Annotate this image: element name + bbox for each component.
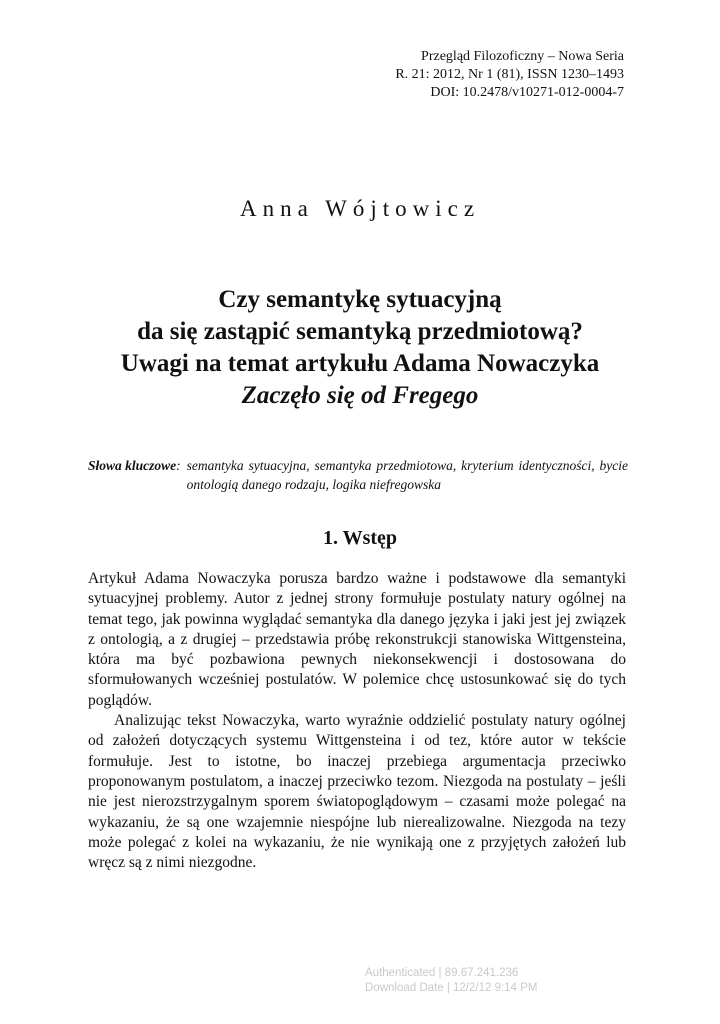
body-text xyxy=(88,569,626,873)
paragraph: Analizując tekst Nowaczyka, warto wyraźnie oddzielić postulaty natury ogólnej od założeń dotyczących systemu Wittgensteina i od tez, które autor w tekście formułuje. Jest to istotne, bo inaczej przebiega argumentacja przeciwko proponowanym postulatom, a inaczej przeciwko tezom. Niezgoda na postulaty – jeśli nie jest nierozstrzygalnym sporem światopoglądowym – czasami może polegać na wykazaniu, że są one wzajemnie niespójne lub nierealizowalne. Niezgoda na tezy może polegać z kolei na wykazaniu, że nie wynikają one z przyjętych założeń lub wręcz są z nimi niezgodne. xyxy=(88,712,626,872)
journal-issue: R. 21: 2012, Nr 1 (81), ISSN 1230–1493 xyxy=(395,67,624,82)
author-name: Anna Wójtowicz xyxy=(239,196,481,221)
keywords-label xyxy=(88,456,187,494)
keywords-colon: : xyxy=(176,458,181,473)
keywords-label-text: Słowa kluczowe xyxy=(88,458,177,473)
keywords xyxy=(88,456,628,494)
journal-doi: DOI: 10.2478/v10271-012-0004-7 xyxy=(430,85,624,100)
section-heading: 1. Wstęp xyxy=(322,527,398,549)
keywords-text: semantyka sytuacyjna, semantyka przedmiotowa, kryterium identyczności, bycie ontologią danego rodzaju, logika niefregowska xyxy=(186,458,628,492)
article-title xyxy=(60,284,660,412)
watermark-line-1: Authenticated | 89.67.241.236 xyxy=(365,967,519,979)
watermark-line-2: Download Date | 12/2/12 9:14 PM xyxy=(365,982,538,994)
title-line-1: Czy semantykę sytuacyjną xyxy=(218,286,502,313)
title-line-2: da się zastąpić semantyką przedmiotową? xyxy=(137,318,583,345)
paragraph: Artykuł Adama Nowaczyka porusza bardzo ważne i podstawowe dla semantyki sytuacyjnej problemy. Autor z jednej strony formułuje postulaty natury ogólnej na temat tego, jak powinna wyglądać semantyka dla danego języka i jaki jest jej związek z ontologią, a z drugiej – przedstawia próbę rekonstrukcji stanowiska Wittgensteina, która ma być pozbawiona pewnych niekonsekwencji i dostosowana do sformułowanych wcześniej postulatów. W polemice chcę ustosunkować się do tych poglądów. xyxy=(88,570,626,709)
journal-name: Przegląd Filozoficzny – Nowa Seria xyxy=(421,49,624,64)
journal-header xyxy=(395,48,624,102)
download-watermark xyxy=(365,966,537,996)
title-line-3: Uwagi na temat artykułu Adama Nowaczyka xyxy=(120,350,600,377)
title-line-4: Zaczęło się od Fregego xyxy=(241,382,479,409)
